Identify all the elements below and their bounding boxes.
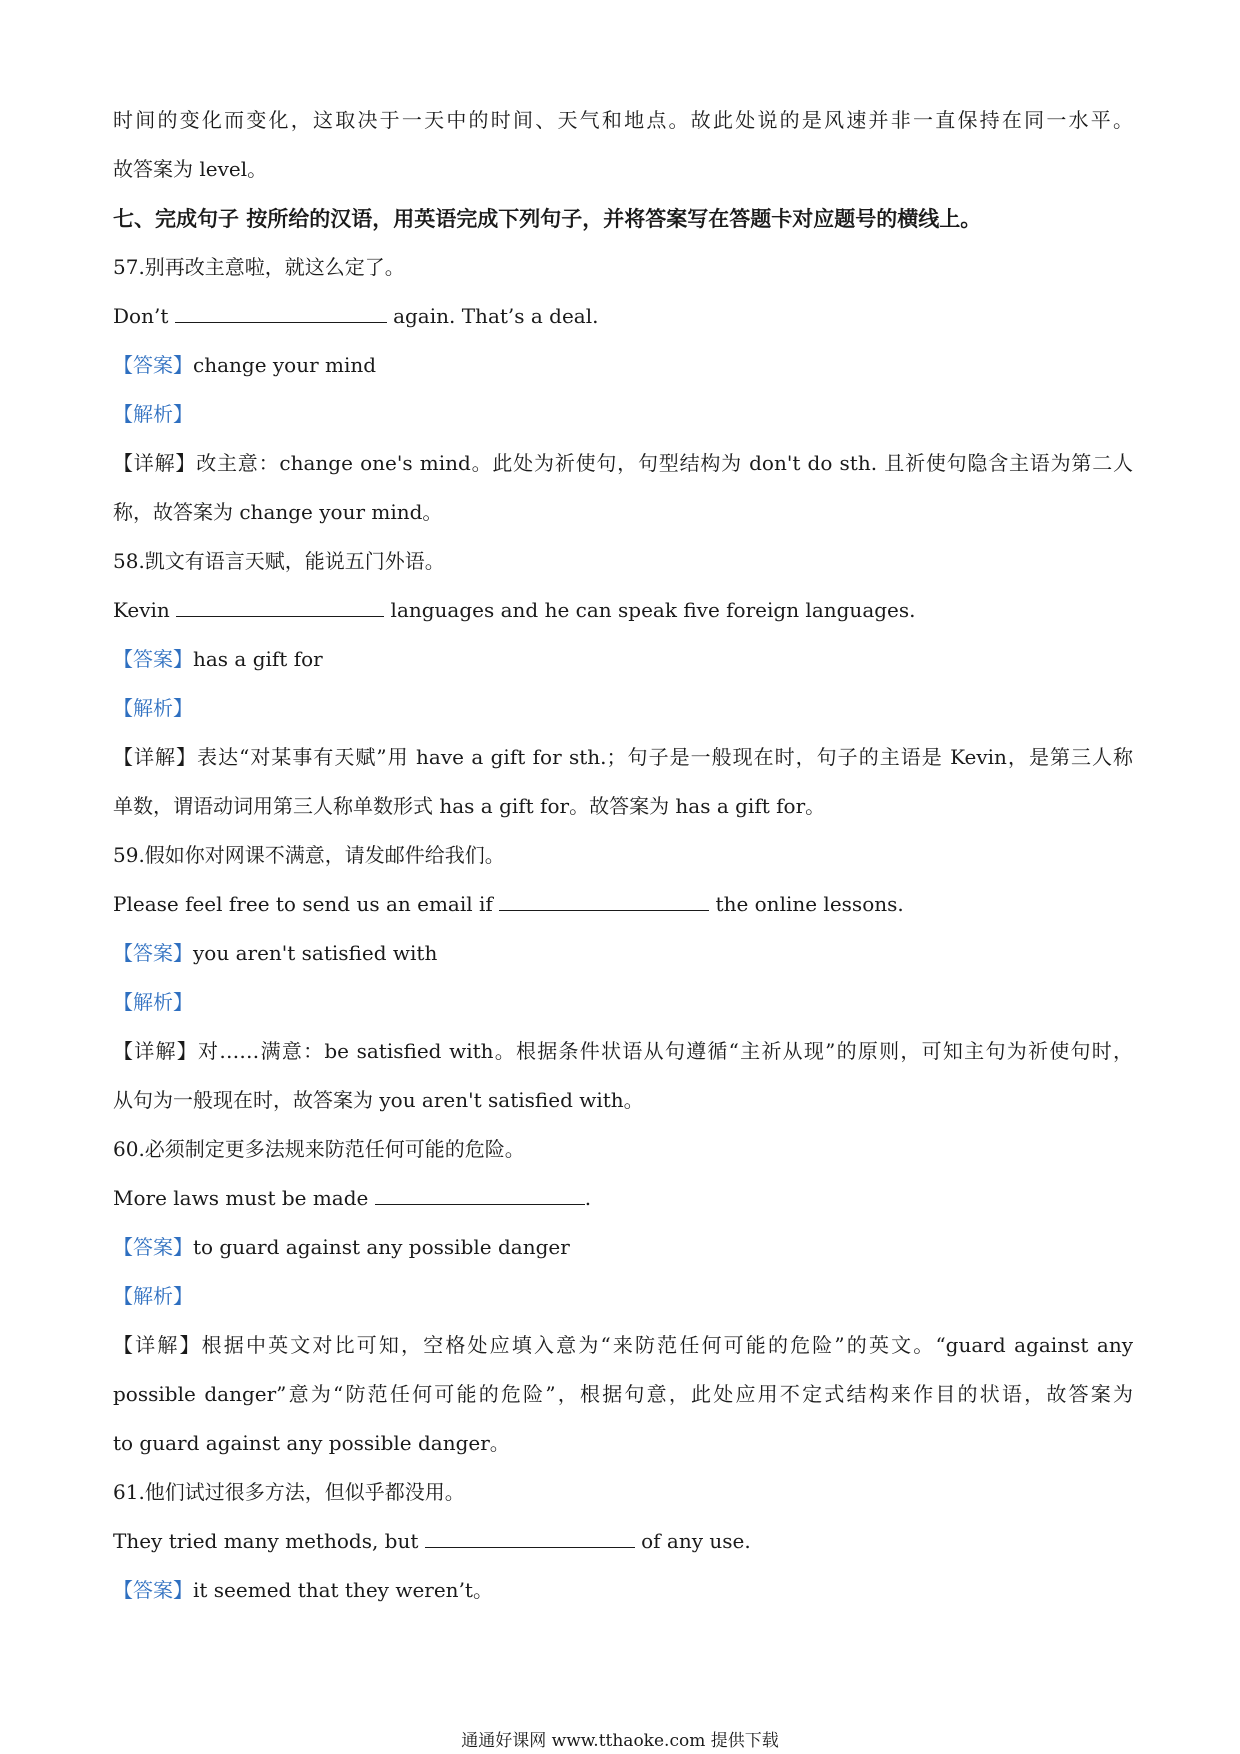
- detail-tag: 【详解】: [113, 745, 198, 769]
- q58-detail-line-2: 单数，谓语动词用第三人称单数形式 has a gift for。故答案为 has a gift for。: [113, 794, 826, 818]
- q58-detail-text-1: 表达“对某事有天赋”用 have a gift for sth.；句子是一般现在时，句子的主语是 Kevin，是第三人称: [197, 745, 1133, 769]
- q58-answer-line: [113, 635, 1133, 684]
- answer-tag: 【答案】: [113, 647, 193, 671]
- q57-answer-line: [113, 341, 1133, 390]
- q61-blank: [425, 1527, 635, 1548]
- page-footer: 通通好课网 www.tthaoke.com 提供下载: [461, 1731, 779, 1751]
- q60-prompt: 60.必须制定更多法规来防范任何可能的危险。: [113, 1137, 525, 1161]
- q61-prompt: 61.他们试过很多方法，但似乎都没用。: [113, 1480, 465, 1504]
- q57-detail-text-1: 改主意：change one's mind。此处为祈使句，句型结构为 don't do sth. 且祈使句隐含主语为第二人: [196, 451, 1133, 475]
- answer-tag: 【答案】: [113, 941, 193, 965]
- detail-tag: 【详解】: [113, 451, 197, 475]
- q60-answer-line: [113, 1223, 1133, 1272]
- detail-tag: 【详解】: [113, 1333, 202, 1357]
- q59-after: the online lessons.: [709, 892, 904, 916]
- q57-sentence: [113, 292, 1133, 341]
- q61-sentence: [113, 1517, 1133, 1566]
- q60-blank: [375, 1184, 585, 1205]
- q59-before: Please feel free to send us an email if: [113, 892, 500, 916]
- q57-detail-line-2: 称，故答案为 change your mind。: [113, 500, 443, 524]
- q58-detail-line-1: [113, 733, 1133, 782]
- detail-tag: 【详解】: [113, 1039, 199, 1063]
- q57-answer: change your mind: [193, 353, 377, 377]
- q57-analysis-tag: 【解析】: [113, 402, 193, 426]
- q58-analysis-tag: 【解析】: [113, 696, 193, 720]
- q60-detail-line-1: [113, 1321, 1133, 1370]
- q58-prompt: 58.凯文有语言天赋，能说五门外语。: [113, 549, 445, 573]
- answer-tag: 【答案】: [113, 353, 193, 377]
- q58-answer: has a gift for: [193, 647, 323, 671]
- q60-detail-text-1: 根据中英文对比可知，空格处应填入意为“来防范任何可能的危险”的英文。“guard against any: [201, 1333, 1133, 1357]
- q58-blank: [176, 596, 384, 617]
- q61-after: of any use.: [634, 1529, 751, 1553]
- section-heading: 七、完成句子 按所给的汉语，用英语完成下列句子，并将答案写在答题卡对应题号的横线上。: [113, 206, 982, 231]
- answer-tag: 【答案】: [113, 1578, 193, 1602]
- q57-blank: [175, 302, 387, 323]
- q59-detail-text-1: 对……满意：be satisfied with。根据条件状语从句遵循“主祈从现”的原则，可知主句为祈使句时，: [198, 1039, 1133, 1063]
- q59-answer-line: [113, 929, 1133, 978]
- q60-sentence: [113, 1174, 1133, 1223]
- answer-tag: 【答案】: [113, 1235, 193, 1259]
- q57-after: again. That’s a deal.: [386, 304, 599, 328]
- document-page: [113, 96, 1133, 1615]
- q60-detail-line-2: possible danger”意为“防范任何可能的危险”，根据句意，此处应用不定式结构来作目的状语，故答案为: [113, 1382, 1133, 1406]
- continuation-line-2: 故答案为 level。: [113, 157, 268, 181]
- q60-analysis-tag: 【解析】: [113, 1284, 193, 1308]
- q58-sentence: [113, 586, 1133, 635]
- q57-before: Don’t: [113, 304, 175, 328]
- q59-detail-line-1: [113, 1027, 1133, 1076]
- q60-before: More laws must be made: [113, 1186, 375, 1210]
- q59-prompt: 59.假如你对网课不满意，请发邮件给我们。: [113, 843, 505, 867]
- q59-analysis-tag: 【解析】: [113, 990, 193, 1014]
- q60-after: .: [584, 1186, 592, 1210]
- q59-blank: [499, 890, 709, 911]
- q61-before: They tried many methods, but: [113, 1529, 425, 1553]
- q59-answer: you aren't satisfied with: [193, 941, 438, 965]
- q59-sentence: [113, 880, 1133, 929]
- q57-prompt: 57.别再改主意啦，就这么定了。: [113, 255, 405, 279]
- q59-detail-line-2: 从句为一般现在时，故答案为 you aren't satisfied with。: [113, 1088, 644, 1112]
- q61-answer-line: [113, 1566, 1133, 1615]
- q61-answer: it seemed that they weren’t。: [193, 1578, 493, 1602]
- q58-after: languages and he can speak five foreign languages.: [384, 598, 916, 622]
- q58-before: Kevin: [113, 598, 177, 622]
- q60-detail-line-3: to guard against any possible danger。: [113, 1431, 510, 1455]
- q60-answer: to guard against any possible danger: [193, 1235, 570, 1259]
- q57-detail-line-1: [113, 439, 1133, 488]
- continuation-line-1: 时间的变化而变化，这取决于一天中的时间、天气和地点。故此处说的是风速并非一直保持在同一水平。: [113, 108, 1133, 132]
